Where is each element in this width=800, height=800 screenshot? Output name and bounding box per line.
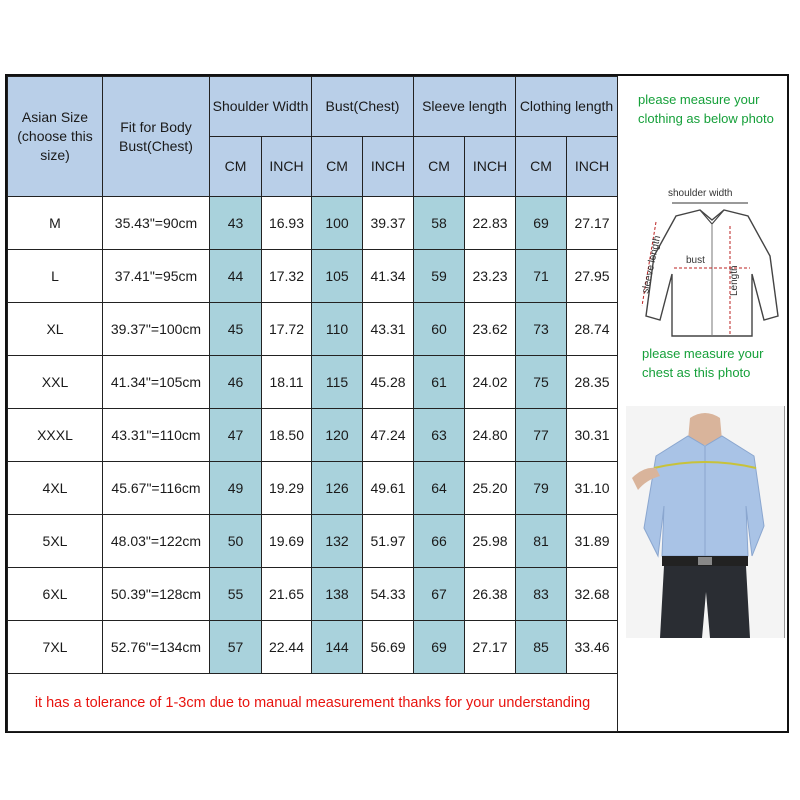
table-row bbox=[8, 356, 618, 409]
unit-cm: CM bbox=[414, 137, 465, 197]
bust-inch-cell: 41.34 bbox=[363, 250, 414, 303]
bust-cm-cell: 120 bbox=[312, 409, 363, 462]
sleeve-cm-cell: 63 bbox=[414, 409, 465, 462]
sleeve-inch-cell: 25.98 bbox=[465, 515, 516, 568]
table-row bbox=[8, 515, 618, 568]
unit-inch: INCH bbox=[465, 137, 516, 197]
unit-inch: INCH bbox=[567, 137, 618, 197]
unit-cm: CM bbox=[516, 137, 567, 197]
shoulder-cm-cell: 50 bbox=[210, 515, 262, 568]
length-cm-cell: 85 bbox=[516, 621, 567, 674]
size-cell: M bbox=[8, 197, 103, 250]
sleeve-cm-cell: 64 bbox=[414, 462, 465, 515]
length-cm-cell: 75 bbox=[516, 356, 567, 409]
sleeve-cm-cell: 58 bbox=[414, 197, 465, 250]
length-cm-cell: 83 bbox=[516, 568, 567, 621]
sleeve-length-label: sleeve length bbox=[640, 234, 664, 295]
fit-cell: 52.76"=134cm bbox=[103, 621, 210, 674]
table-row bbox=[8, 621, 618, 674]
shoulder-inch-cell: 21.65 bbox=[262, 568, 312, 621]
sleeve-inch-cell: 22.83 bbox=[465, 197, 516, 250]
shoulder-cm-cell: 45 bbox=[210, 303, 262, 356]
length-cm-cell: 71 bbox=[516, 250, 567, 303]
measure-clothing-note: please measure your clothing as below photo bbox=[638, 92, 774, 126]
chest-measure-photo bbox=[626, 406, 785, 638]
shoulder-inch-cell: 19.69 bbox=[262, 515, 312, 568]
shoulder-inch-cell: 17.72 bbox=[262, 303, 312, 356]
length-cm-cell: 77 bbox=[516, 409, 567, 462]
sleeve-inch-cell: 24.02 bbox=[465, 356, 516, 409]
header-bust: Bust(Chest) bbox=[312, 77, 414, 137]
length-inch-cell: 27.17 bbox=[567, 197, 618, 250]
fit-cell: 35.43"=90cm bbox=[103, 197, 210, 250]
sleeve-cm-cell: 61 bbox=[414, 356, 465, 409]
shoulder-inch-cell: 17.32 bbox=[262, 250, 312, 303]
bust-inch-cell: 45.28 bbox=[363, 356, 414, 409]
length-cm-cell: 73 bbox=[516, 303, 567, 356]
fit-cell: 37.41"=95cm bbox=[103, 250, 210, 303]
shoulder-inch-cell: 16.93 bbox=[262, 197, 312, 250]
shoulder-inch-cell: 18.11 bbox=[262, 356, 312, 409]
shoulder-cm-cell: 49 bbox=[210, 462, 262, 515]
length-inch-cell: 33.46 bbox=[567, 621, 618, 674]
sleeve-cm-cell: 67 bbox=[414, 568, 465, 621]
shoulder-cm-cell: 55 bbox=[210, 568, 262, 621]
length-inch-cell: 31.10 bbox=[567, 462, 618, 515]
bust-inch-cell: 54.33 bbox=[363, 568, 414, 621]
table-row bbox=[8, 568, 618, 621]
table-row bbox=[8, 303, 618, 356]
size-table bbox=[7, 76, 618, 732]
bust-inch-cell: 56.69 bbox=[363, 621, 414, 674]
length-inch-cell: 28.35 bbox=[567, 356, 618, 409]
size-cell: 7XL bbox=[8, 621, 103, 674]
sleeve-inch-cell: 25.20 bbox=[465, 462, 516, 515]
shoulder-cm-cell: 44 bbox=[210, 250, 262, 303]
shoulder-cm-cell: 57 bbox=[210, 621, 262, 674]
length-inch-cell: 28.74 bbox=[567, 303, 618, 356]
shoulder-inch-cell: 19.29 bbox=[262, 462, 312, 515]
bust-inch-cell: 43.31 bbox=[363, 303, 414, 356]
shoulder-inch-cell: 22.44 bbox=[262, 621, 312, 674]
size-cell: L bbox=[8, 250, 103, 303]
unit-cm: CM bbox=[210, 137, 262, 197]
bust-inch-cell: 51.97 bbox=[363, 515, 414, 568]
sleeve-inch-cell: 23.23 bbox=[465, 250, 516, 303]
sleeve-cm-cell: 66 bbox=[414, 515, 465, 568]
shoulder-inch-cell: 18.50 bbox=[262, 409, 312, 462]
header-shoulder-width: Shoulder Width bbox=[210, 77, 312, 137]
size-cell: XXL bbox=[8, 356, 103, 409]
header-clothing-length: Clothing length bbox=[516, 77, 618, 137]
bust-inch-cell: 49.61 bbox=[363, 462, 414, 515]
bust-cm-cell: 132 bbox=[312, 515, 363, 568]
table-row bbox=[8, 197, 618, 250]
header-sleeve-length: Sleeve length bbox=[414, 77, 516, 137]
header-asian-size: Asian Size (choose this size) bbox=[8, 77, 103, 197]
sleeve-cm-cell: 59 bbox=[414, 250, 465, 303]
length-inch-cell: 31.89 bbox=[567, 515, 618, 568]
length-cm-cell: 69 bbox=[516, 197, 567, 250]
fit-cell: 48.03"=122cm bbox=[103, 515, 210, 568]
sleeve-inch-cell: 26.38 bbox=[465, 568, 516, 621]
bust-cm-cell: 110 bbox=[312, 303, 363, 356]
bust-cm-cell: 144 bbox=[312, 621, 363, 674]
fit-cell: 41.34"=105cm bbox=[103, 356, 210, 409]
bust-cm-cell: 138 bbox=[312, 568, 363, 621]
fit-cell: 43.31"=110cm bbox=[103, 409, 210, 462]
belt-buckle bbox=[698, 557, 712, 565]
fit-cell: 50.39"=128cm bbox=[103, 568, 210, 621]
table-row bbox=[8, 462, 618, 515]
sleeve-inch-cell: 24.80 bbox=[465, 409, 516, 462]
measurement-guide-panel bbox=[617, 76, 788, 731]
length-inch-cell: 30.31 bbox=[567, 409, 618, 462]
length-inch-cell: 27.95 bbox=[567, 250, 618, 303]
shoulder-cm-cell: 43 bbox=[210, 197, 262, 250]
shoulder-cm-cell: 46 bbox=[210, 356, 262, 409]
fit-cell: 39.37"=100cm bbox=[103, 303, 210, 356]
table-row bbox=[8, 409, 618, 462]
sleeve-inch-cell: 27.17 bbox=[465, 621, 516, 674]
sleeve-cm-cell: 69 bbox=[414, 621, 465, 674]
length-cm-cell: 81 bbox=[516, 515, 567, 568]
sleeve-cm-cell: 60 bbox=[414, 303, 465, 356]
measure-chest-note: please measure your chest as this photo bbox=[642, 346, 764, 380]
shoulder-width-label: shoulder width bbox=[668, 188, 733, 199]
header-fit-for-body: Fit for Body Bust(Chest) bbox=[103, 77, 210, 197]
fit-cell: 45.67"=116cm bbox=[103, 462, 210, 515]
size-chart bbox=[5, 74, 789, 733]
size-cell: XXXL bbox=[8, 409, 103, 462]
tolerance-note: it has a tolerance of 1-3cm due to manual measurement thanks for your understanding bbox=[8, 674, 618, 732]
bust-inch-cell: 39.37 bbox=[363, 197, 414, 250]
bust-cm-cell: 100 bbox=[312, 197, 363, 250]
bust-cm-cell: 115 bbox=[312, 356, 363, 409]
length-label: Length bbox=[729, 265, 740, 296]
unit-cm: CM bbox=[312, 137, 363, 197]
unit-inch: INCH bbox=[262, 137, 312, 197]
size-cell: 4XL bbox=[8, 462, 103, 515]
unit-inch: INCH bbox=[363, 137, 414, 197]
sleeve-inch-cell: 23.62 bbox=[465, 303, 516, 356]
bust-cm-cell: 105 bbox=[312, 250, 363, 303]
size-cell: XL bbox=[8, 303, 103, 356]
bust-cm-cell: 126 bbox=[312, 462, 363, 515]
length-inch-cell: 32.68 bbox=[567, 568, 618, 621]
size-cell: 5XL bbox=[8, 515, 103, 568]
length-cm-cell: 79 bbox=[516, 462, 567, 515]
shoulder-cm-cell: 47 bbox=[210, 409, 262, 462]
shirt-diagram bbox=[640, 186, 790, 346]
size-cell: 6XL bbox=[8, 568, 103, 621]
bust-inch-cell: 47.24 bbox=[363, 409, 414, 462]
table-row bbox=[8, 250, 618, 303]
bust-label: bust bbox=[686, 255, 705, 266]
